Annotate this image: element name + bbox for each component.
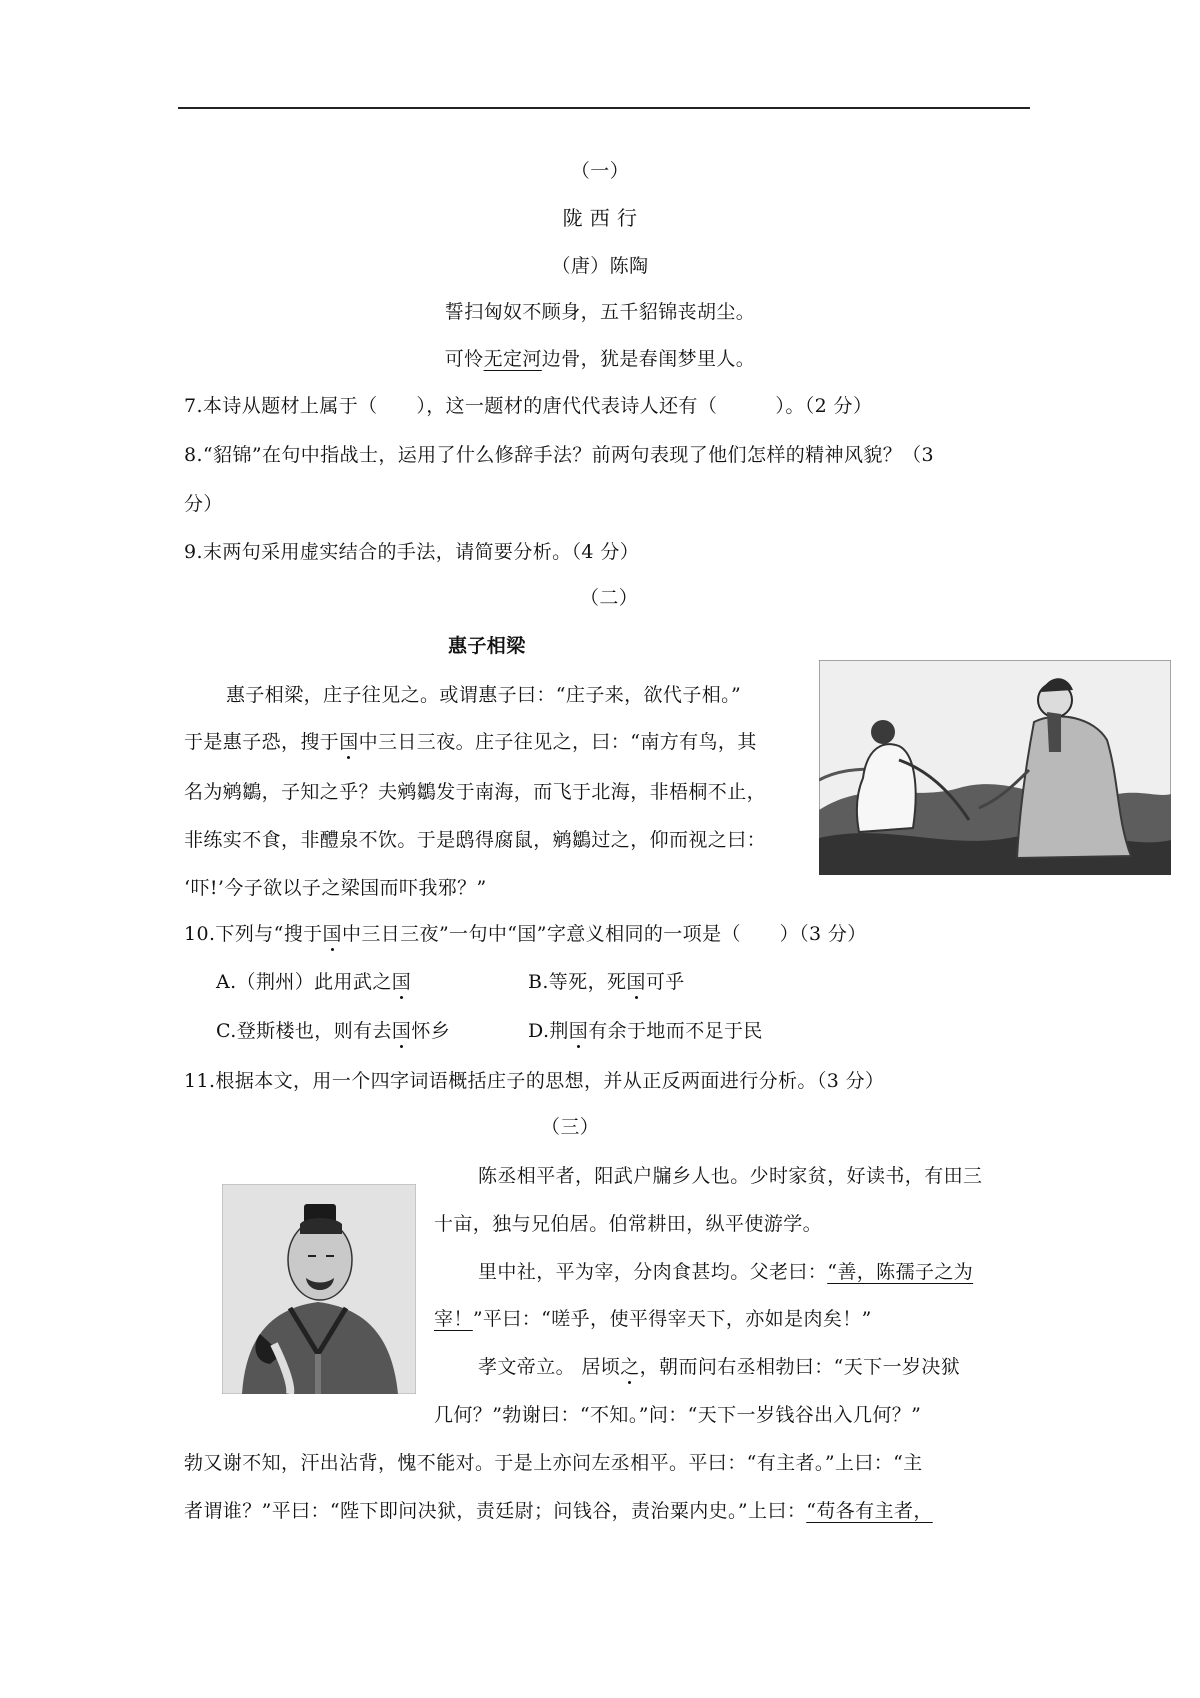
- underlined-quote: 宰！: [434, 1308, 473, 1330]
- option-d: D.荆国有余于地而不足于民: [528, 1020, 763, 1042]
- option-a: A.（荆州）此用武之国: [216, 971, 412, 993]
- passage3-line-7: 勃又谢不知，汗出沾背，愧不能对。于是上亦问左丞相平。平曰：“有主者。”上曰：“主: [184, 1452, 923, 1474]
- passage3-line-8: 者谓谁？”平曰：“陛下即问决狱，责廷尉；问钱谷，责治粟内史。”上曰：“苟各有主者，: [184, 1500, 933, 1522]
- section-number-1: （一）: [570, 160, 630, 182]
- zhuangzi-huizi-illustration: [819, 660, 1171, 875]
- question-11: 11.根据本文，用一个四字词语概括庄子的思想，并从正反两面进行分析。（3 分）: [184, 1070, 885, 1092]
- poem-line-1: 誓扫匈奴不顾身，五千貂锦丧胡尘。: [444, 301, 756, 323]
- emphasis-dot-char: 国: [391, 971, 412, 993]
- emphasis-dot-char: 国: [626, 971, 646, 993]
- question-8-line-2: 分）: [184, 493, 223, 515]
- section-number-2: （二）: [580, 587, 639, 609]
- poem-author: （唐）陈陶: [551, 255, 649, 277]
- passage2-line-1: 惠子相梁，庄子往见之。或谓惠子曰：“庄子来，欲代子相。”: [226, 684, 742, 706]
- passage-title: 惠子相梁: [448, 635, 526, 657]
- underlined-quote: “苟各有主者，: [806, 1500, 933, 1522]
- underlined-place-name: 无定河: [483, 348, 542, 370]
- passage3-line-2: 十亩，独与兄伯居。伯常耕田，纵平使游学。: [434, 1213, 823, 1235]
- question-7: 7.本诗从题材上属于（ ），这一题材的唐代代表诗人还有（ ）。（2 分）: [184, 395, 873, 417]
- chen-ping-portrait: [222, 1184, 416, 1394]
- emphasis-dot-char: 国: [568, 1020, 589, 1042]
- poem-title: 陇 西 行: [562, 206, 638, 230]
- question-9: 9.末两句采用虚实结合的手法，请简要分析。（4 分）: [184, 541, 640, 563]
- passage3-line-1: 陈丞相平者，阳武户牖乡人也。少时家贫，好读书，有田三: [478, 1165, 983, 1187]
- option-c: C.登斯楼也，则有去国怀乡: [216, 1020, 451, 1042]
- passage2-line-2: 于是惠子恐，搜于国中三日三夜。庄子往见之，曰：“南方有鸟，其: [184, 731, 757, 753]
- emphasis-dot-char: 国: [322, 923, 342, 945]
- passage3-line-4: 宰！”平曰：“嗟乎，使平得宰天下，亦如是肉矣！”: [434, 1308, 872, 1330]
- emphasis-dot-char: 之: [620, 1356, 640, 1378]
- question-8-line-1: 8.“貂锦”在句中指战士，运用了什么修辞手法？前两句表现了他们怎样的精神风貌？（3: [184, 444, 935, 466]
- passage2-line-5: ‘吓!’今子欲以子之梁国而吓我邪？”: [184, 877, 487, 899]
- passage2-line-3: 名为鹓鶵，子知之乎？夫鹓鶵发于南海，而飞于北海，非梧桐不止，: [184, 781, 767, 803]
- underlined-quote: “善，陈孺子之为: [827, 1261, 974, 1283]
- question-10: 10.下列与“搜于国中三日三夜”一句中“国”字意义相同的一项是（ ）（3 分）: [184, 923, 867, 945]
- emphasis-dot-char: 国: [339, 731, 359, 753]
- section-number-3: （三）: [541, 1116, 600, 1138]
- option-b: B.等死，死国可乎: [528, 971, 685, 993]
- poem-line-2: 可怜无定河边骨，犹是春闺梦里人。: [444, 348, 756, 370]
- passage3-line-5: 孝文帝立。 居顷之，朝而问右丞相勃曰：“天下一岁决狱: [478, 1356, 961, 1378]
- emphasis-dot-char: 国: [391, 1020, 412, 1042]
- passage3-line-6: 几何？”勃谢曰：“不知。”问：“天下一岁钱谷出入几何？”: [434, 1404, 922, 1426]
- passage2-line-4: 非练实不食，非醴泉不饮。于是鸱得腐鼠，鹓鶵过之，仰而视之曰：: [184, 829, 767, 851]
- header-rule: [178, 107, 1030, 109]
- passage3-line-3: 里中社，平为宰，分肉食甚均。父老曰：“善，陈孺子之为: [478, 1261, 974, 1283]
